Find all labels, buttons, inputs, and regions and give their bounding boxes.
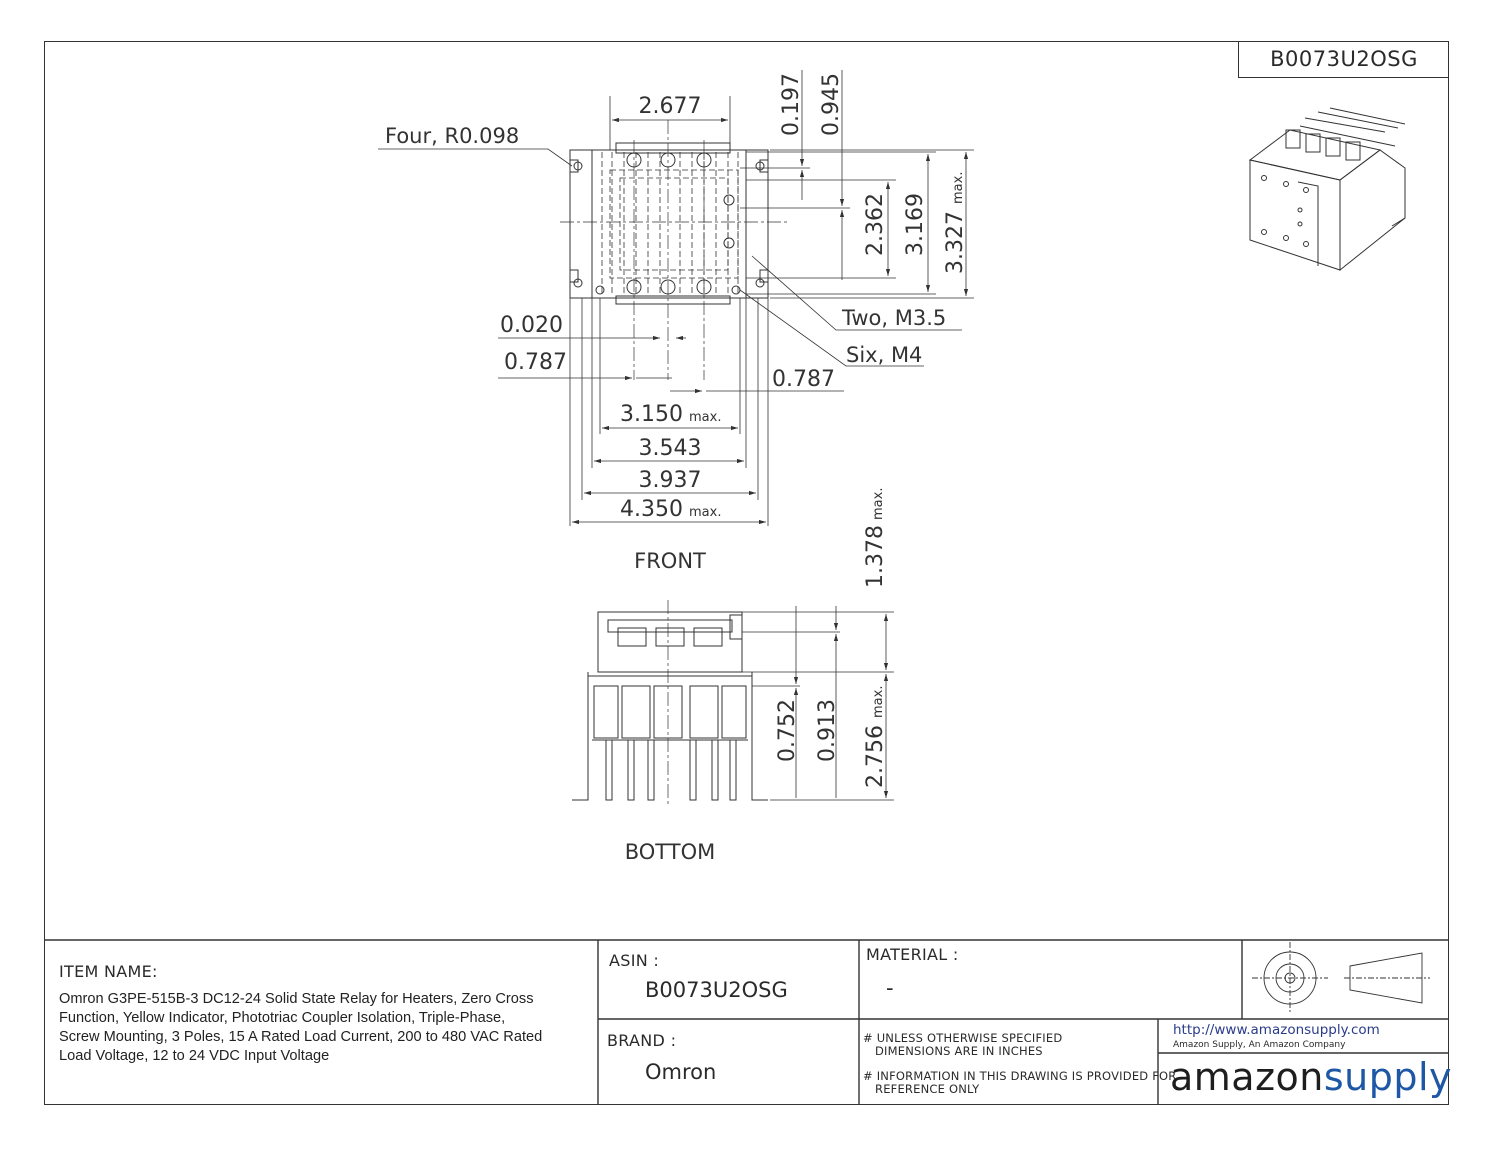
logo-amazon: amazon	[1170, 1055, 1324, 1099]
note-units-line1: # UNLESS OTHERWISE SPECIFIED	[863, 1031, 1063, 1045]
brand-label: BRAND :	[607, 1031, 677, 1050]
max-2756: max.	[871, 685, 886, 718]
dim-0787-left: 0.787	[504, 350, 567, 375]
dim-0752: 0.752	[775, 699, 800, 762]
material-value: -	[886, 976, 894, 1000]
dim-0020: 0.020	[500, 313, 563, 338]
note-reference-line2: REFERENCE ONLY	[875, 1082, 980, 1096]
label-six-m4: Six, M4	[846, 343, 923, 367]
bottom-view-outline	[572, 612, 768, 800]
item-name: Omron G3PE-515B-3 DC12-24 Solid State Relay for Heaters, Zero Cross Function, Yellow Indicator, Phototriac Coupler Isolation, Triple-Phase, Screw Mounting, 3 Poles, 15 A Rated Load Current, 200 to 480 VAC Rated Load Voltage, 12 to 24 VDC Input Voltage	[59, 991, 543, 1064]
dim-0945: 0.945	[819, 73, 844, 136]
amazon-supply-url[interactable]: http://www.amazonsupply.com	[1173, 1022, 1380, 1038]
dim-4350: 4.350	[620, 497, 683, 522]
dim-0197: 0.197	[779, 73, 804, 136]
amazon-supply-logo	[1170, 1055, 1452, 1099]
front-screws	[574, 153, 764, 294]
isometric-preview	[1250, 108, 1405, 270]
note-reference-line1: # INFORMATION IN THIS DRAWING IS PROVIDED FOR	[863, 1069, 1177, 1083]
dim-3937: 3.937	[638, 468, 702, 493]
dim-2756: 2.756	[863, 725, 888, 788]
label-two-m35: Two, M3.5	[842, 306, 947, 330]
dim-3327: 3.327	[943, 211, 968, 274]
dim-3150: 3.150	[620, 402, 683, 427]
dim-2677: 2.677	[638, 94, 702, 119]
max-3327: max.	[951, 171, 966, 204]
logo-supply: supply	[1323, 1055, 1453, 1099]
max-4350: max.	[689, 505, 722, 520]
view-label-front: FRONT	[634, 549, 706, 573]
dim-3543: 3.543	[638, 436, 702, 461]
asin-header: B0073U2OSG	[1238, 41, 1449, 78]
dim-2362: 2.362	[863, 193, 888, 256]
dim-0913: 0.913	[815, 699, 840, 762]
dim-3169: 3.169	[903, 193, 928, 256]
note-units-line2: DIMENSIONS ARE IN INCHES	[875, 1044, 1043, 1058]
asin-label: ASIN :	[609, 951, 660, 970]
item-name-label: ITEM NAME:	[59, 962, 158, 981]
brand-value: Omron	[645, 1060, 717, 1084]
projection-symbol	[1252, 942, 1430, 1014]
view-label-bottom: BOTTOM	[624, 840, 716, 864]
dim-0787-right: 0.787	[772, 367, 835, 392]
front-dim-vertical	[740, 70, 974, 298]
material-label: MATERIAL :	[866, 945, 959, 964]
amazon-supply-tagline: Amazon Supply, An Amazon Company	[1173, 1040, 1346, 1050]
asin-value: B0073U2OSG	[645, 978, 788, 1002]
dim-1378: 1.378	[863, 525, 888, 588]
max-3150: max.	[689, 410, 722, 425]
front-fins	[602, 152, 738, 296]
label-four-r0098: Four, R0.098	[385, 124, 520, 148]
max-1378: max.	[871, 487, 886, 520]
